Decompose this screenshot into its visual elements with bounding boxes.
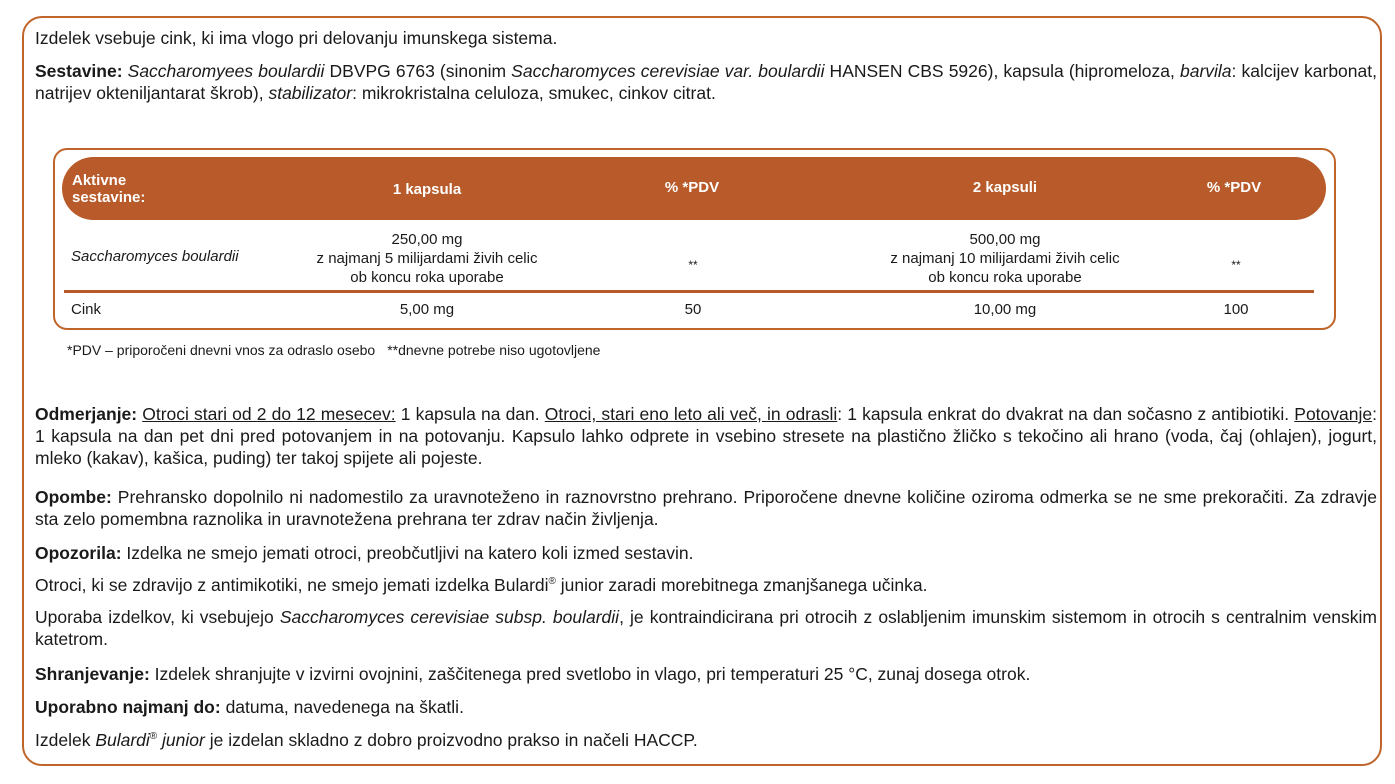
notes-label: Opombe: <box>35 487 112 507</box>
row2-two-capsules: 10,00 mg <box>973 301 1037 318</box>
row2-pdv-1: 50 <box>684 301 702 318</box>
row2-one-capsule: 5,00 mg <box>399 301 455 318</box>
header-pdv-1: % *PDV <box>664 179 720 196</box>
table-header <box>62 157 1326 220</box>
best-before-paragraph: Uporabno najmanj do: datuma, navedenega na škatli. <box>35 697 464 717</box>
row2-pdv-2: 100 <box>1223 301 1249 318</box>
antimycotic-paragraph: Otroci, ki se zdravijo z antimikotiki, ne smejo jemati izdelka Bulardi® junior zaradi morebitnega zmanjšanega učinka. <box>35 575 928 595</box>
row1-two-capsules: 500,00 mg z najmanj 10 milijardami živih celic ob koncu roka uporabe <box>890 231 1120 286</box>
row1-pdv-1: ** <box>688 258 698 272</box>
header-two-capsules: 2 kapsuli <box>972 179 1038 196</box>
row1-name: Saccharomyces boulardii <box>71 248 239 265</box>
best-before-label: Uporabno najmanj do: <box>35 697 221 717</box>
row2-name: Cink <box>71 301 102 318</box>
dosage-paragraph: Odmerjanje: Otroci stari od 2 do 12 mesecev: 1 kapsula na dan. Otroci, stari eno leto ali več, in odrasli: 1 kapsula enkrat do dvakrat na dan sočasno z antibiotiki. Potovanje: 1 kapsula na dan pet dni pred potovanjem in na potovanju. Kapsulo lahko odprete in vsebino stresete na plastično žličko s tekočino ali hrano (voda, čaj (ohlajen), jogurt, mleko (kakav), kašica, puding) ter takoj spijete ali pojeste. <box>35 404 1377 468</box>
storage-paragraph: Shranjevanje: Izdelek shranjujte v izvirni ovojnini, zaščitenega pred svetlobo in vlago, pri temperaturi 25 °C, zunaj dosega otrok. <box>35 664 1031 684</box>
contraindication-paragraph: Uporaba izdelkov, ki vsebujejo Saccharomyces cerevisiae subsp. boulardii, je kontraindicirana pri otrocih z oslabljenim imunskim sistemom in otrocih s centralnim venskim katetrom. <box>35 607 1377 649</box>
storage-label: Shranjevanje: <box>35 664 150 684</box>
dosage-label: Odmerjanje: <box>35 404 138 424</box>
notes-paragraph: Opombe: Prehransko dopolnilo ni nadomestilo za uravnoteženo in raznovrstno prehrano. Priporočene dnevne količine oziroma odmerka se ne sme prekoračiti. Za zdravje sta zelo pomembna raznolika in uravnotežena prehrana ter zdrav način življenja. <box>35 487 1377 529</box>
row1-one-capsule: 250,00 mg z najmanj 5 milijardami živih celic ob koncu roka uporabe <box>316 231 538 286</box>
table-footnotes: *PDV – priporočeni dnevni vnos za odraslo osebo **dnevne potrebe niso ugotovljene <box>67 342 601 358</box>
intro-text: Izdelek vsebuje cink, ki ima vlogo pri delovanju imunskega sistema. <box>35 28 558 48</box>
ingredients-label: Sestavine: <box>35 61 123 81</box>
warnings-label: Opozorila: <box>35 543 122 563</box>
haccp-paragraph: Izdelek Bulardi® junior je izdelan skladno z dobro proizvodno prakso in načeli HACCP. <box>35 730 698 750</box>
header-one-capsule: 1 kapsula <box>392 181 462 198</box>
header-pdv-2: % *PDV <box>1206 179 1262 196</box>
table-divider <box>64 290 1314 293</box>
warnings-paragraph: Opozorila: Izdelka ne smejo jemati otroci, preobčutljivi na katero koli izmed sestavin. <box>35 543 694 563</box>
row1-pdv-2: ** <box>1231 258 1241 272</box>
ingredients-paragraph: Sestavine: Saccharomyees boulardii DBVPG 6763 (sinonim Saccharomyces cerevisiae var. boulardii HANSEN CBS 5926), kapsula (hipromeloza, barvila: kalcijev karbonat, natrijev okteniljantarat škrob), stabilizator: mikrokristalna celuloza, smukec, cinkov citrat. <box>35 61 1377 103</box>
header-active: Aktivne sestavine: <box>72 172 146 206</box>
label-frame <box>22 16 1382 766</box>
